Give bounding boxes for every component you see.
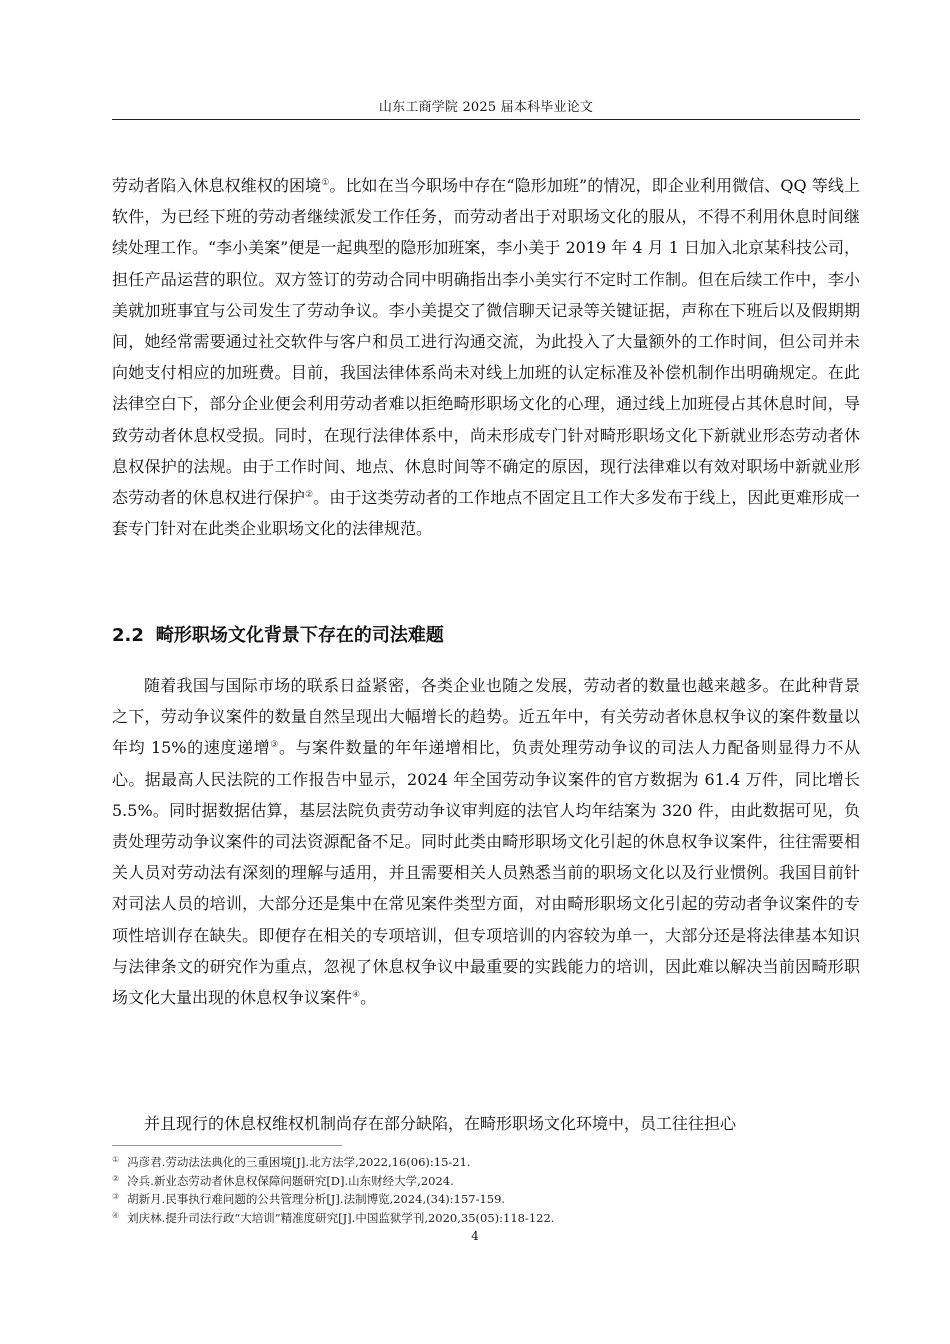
footnote-4 [112,1208,860,1227]
footnote-mark: ③ [112,1192,120,1201]
footnote-ref-2[interactable]: ② [305,490,314,501]
footnote-mark: ④ [112,1210,120,1220]
paragraph-3 [112,1108,860,1139]
paragraph-2 [112,670,860,1013]
footnote-text: 冯彦君.劳动法法典化的三重困境[J].北方法学,2022,16(06):15-21. [127,1155,471,1169]
footnote-text: 胡新月.民事执行难问题的公共管理分析[J].法制博览,2024,(34):157-159. [127,1192,506,1206]
footnote-text: 刘庆林.提升司法行政“大培训”精准度研究[J].中国监狱学刊,2020,35(05):118-122. [127,1210,555,1225]
section-number: 2.2 [112,625,144,646]
footnote-text: 冷兵.新业态劳动者休息权保障问题研究[D].山东财经大学,2024. [127,1173,454,1188]
footnote-ref-4[interactable]: ④ [352,990,361,1001]
section-heading [112,622,444,650]
footnote-ref-3[interactable]: ③ [270,740,279,751]
footnote-ref-1[interactable]: ① [321,178,330,188]
header-rule [112,119,860,120]
footnote-1 [112,1152,860,1171]
paragraph-1-text-a: 劳动者陷入休息权维权的困境 [112,176,322,195]
paragraph-1-text-c: 。由于这类劳动者的工作地点不固定且工作大多发布于线上，因此更难形成一套专门针对在此类企业职场文化的法律规范。 [112,488,860,539]
paragraph-2-text-c: 。 [360,988,377,1008]
paragraph-1-text-b: 。比如在当今职场中存在“隐形加班”的情况，即企业利用微信、QQ 等线上软件，为已经下班的劳动者继续派发工作任务，而劳动者出于对职场文化的服从，不得不利用休息时间继续处理工作。“李小美案”便是一起典型的隐形加班案，李小美于 2019 年 4 月 1 日加入北京某科技公司，担任产品运营的职位。双方签订的劳动合同中明确指出李小美实行不定时工作制。但在后续工作中，李小美就加班事宜与公司发生了劳动争议。李小美提交了微信聊天记录等关键证据，声称在下班后以及假期期间，她经常需要通过社交软件与客户和员工进行沟通交流，为此投入了大量额外的工作时间，但公司并未向她支付相应的加班费。目前，我国法律体系尚未对线上加班的认定标准及补偿机制作出明确规定。在此法律空白下，部分企业便会利用劳动者难以拒绝畸形职场文化的心理，通过线上加班侵占其休息时间，导致劳动者休息权受损。同时，在现行法律体系中，尚未形成专门针对畸形职场文化下新就业形态劳动者休息权保护的法规。由于工作时间、地点、休息时间等不确定的原因，现行法律难以有效对职场中新就业形态劳动者的休息权进行保护 [112,176,860,508]
footnote-3 [112,1189,860,1208]
section-title: 畸形职场文化背景下存在的司法难题 [155,625,444,646]
page-number: 4 [471,1229,479,1243]
footnote-2 [112,1171,860,1190]
paragraph-1 [112,170,860,544]
footnote-mark: ① [112,1155,120,1164]
paragraph-2-text-a: 随着我国与国际市场的联系日益紧密，各类企业也随之发展，劳动者的数量也越来越多。在此种背景之下，劳动争议案件的数量自然呈现出大幅增长的趋势。近五年中，有关劳动者休息权争议的案件数量以年均 15%的速度递增 [112,676,860,758]
paragraph-3-text: 并且现行的休息权维权机制尚存在部分缺陷，在畸形职场文化环境中，员工往往担心 [144,1114,737,1133]
footnote-mark: ② [112,1173,120,1183]
header-title: 山东工商学院 2025 届本科毕业论文 [378,100,594,115]
footnote-separator [112,1145,342,1146]
footnotes [112,1152,860,1226]
paragraph-2-text-b: 。与案件数量的年年递增相比，负责处理劳动争议的司法人力配备则显得力不从心。据最高人民法院的工作报告中显示，2024 年全国劳动争议案件的官方数据为 61.4 万件，同比增长 5.5%。同时据数据估算，基层法院负责劳动争议审判庭的法官人均年结案为 320 件，由此数据可见，负责处理劳动争议案件的司法资源配备不足。同时此类由畸形职场文化引起的休息权争议案件，往往需要相关人员对劳动法有深刻的理解与适用，并且需要相关人员熟悉当前的职场文化以及行业惯例。我国目前针对司法人员的培训，大部分还是集中在常见案件类型方面，对由畸形职场文化引起的劳动者争议案件的专项性培训存在缺失。即便存在相关的专项培训，但专项培训的内容较为单一，大部分还是将法律基本知识与法律条文的研究作为重点，忽视了休息权争议中最重要的实践能力的培训，因此难以解决当前因畸形职场文化大量出现的休息权争议案件 [112,738,860,1008]
